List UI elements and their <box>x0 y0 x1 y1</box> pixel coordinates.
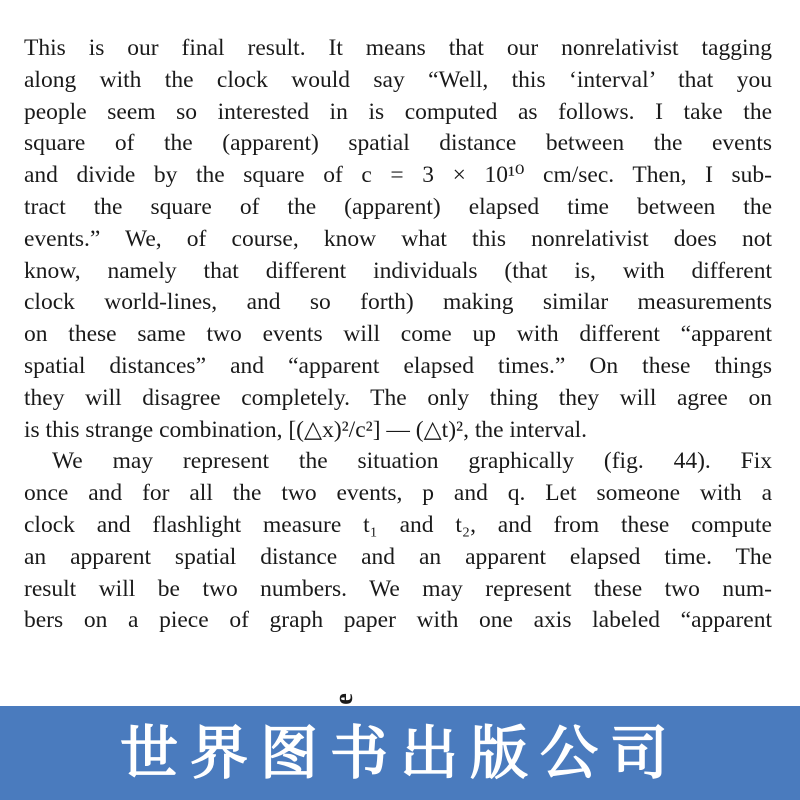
body-text <box>24 33 772 637</box>
text-line: people seem so interested in is computed as follows. I take the <box>24 98 772 125</box>
text-line: they will disagree completely. The only thing they will agree on <box>24 384 772 411</box>
paragraph-2 <box>24 446 772 637</box>
publisher-name: 世界图书出版公司 <box>119 719 680 787</box>
publisher-banner <box>0 706 800 800</box>
figure-label-fragment <box>328 684 368 708</box>
text-line: tract the square of the (apparent) elapsed time between the <box>24 193 772 220</box>
text-line: is this strange combination, [(△x)²/c²] — (△t)², the interval. <box>24 416 588 443</box>
text-line: result will be two numbers. We may represent these two num- <box>24 575 772 602</box>
text-line: We may represent the situation graphically (fig. 44). Fix <box>52 448 772 475</box>
text-line: once and for all the two events, p and q. Let someone with a <box>24 480 772 507</box>
text-line: clock world-lines, and so forth) making similar measurements <box>24 289 772 316</box>
text-line: and divide by the square of c = 3 × 10¹⁰ cm/sec. Then, I sub- <box>24 162 772 189</box>
text-line: spatial distances” and “apparent elapsed times.” On these things <box>24 352 772 379</box>
text-line: square of the (apparent) spatial distance between the events <box>24 130 772 157</box>
text-line: events.” We, of course, know what this nonrelativist does not <box>24 225 772 252</box>
text-line: clock and flashlight measure t₁ and t₂, and from these compute <box>24 511 772 538</box>
text-line: bers on a piece of graph paper with one axis labeled “apparent <box>24 607 772 634</box>
text-line: on these same two events will come up with different “apparent <box>24 321 772 348</box>
figure-label-text: e <box>328 693 358 705</box>
paragraph-1 <box>24 33 772 446</box>
text-line: This is our final result. It means that our nonrelativist tagging <box>24 35 772 61</box>
text-line: an apparent spatial distance and an apparent elapsed time. The <box>24 543 772 570</box>
text-line: know, namely that different individuals (that is, with different <box>24 257 772 284</box>
text-line: along with the clock would say “Well, this ‘interval’ that you <box>24 66 772 93</box>
